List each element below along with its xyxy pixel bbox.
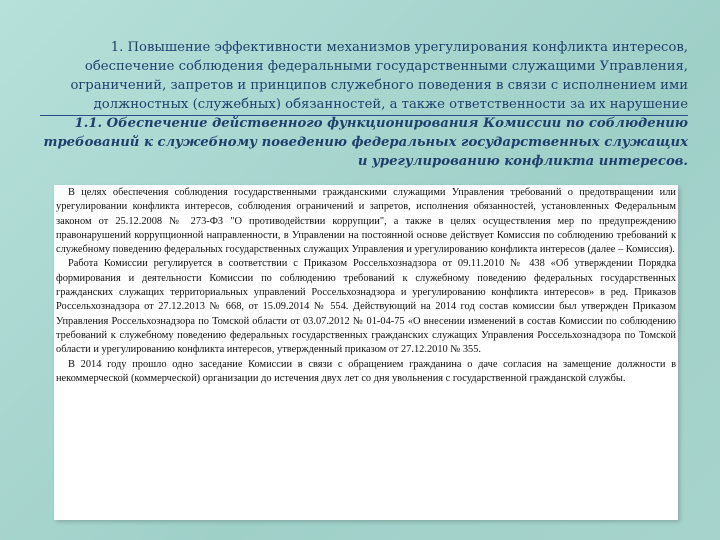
body-paragraph-3: В 2014 году прошло одно заседание Комиссии в связи с обращением гражданина о даче согласия на замещение должности в некоммерческой (коммерческой) организации до истечения двух лет со дня увольнения с государственной гражданской службы. [56, 358, 676, 384]
heading-title: 1. Повышение эффективности механизмов урегулирования конфликта интересов, обеспечение соблюдения федеральными государственными служащими Управления, ограничений, запретов и принципов служебного поведения в связи с исполнением ими должностных (служебных) обязанностей, а также ответственности за их нарушение [70, 40, 688, 112]
slide-subheading [40, 114, 688, 171]
heading-subtitle: 1.1. Обеспечение действенного функционирования Комиссии по соблюдению требований к служебному поведению федеральных государственных служащих и урегулированию конфликта интересов. [43, 116, 688, 169]
slide-heading [40, 38, 688, 114]
body-paragraph-1: В целях обеспечения соблюдения государственными гражданскими служащими Управления требований о предотвращении или урегулировании конфликта интересов, соблюдения ограничений и запретов, исполнения обязанностей, установленных Федеральным законом от 25.12.2008 № 273-ФЗ "О противодействии коррупции", а также в целях осуществления мер по предупреждению правонарушений коррупционной направленности, в Управлении на постоянной основе действует Комиссия по соблюдению требований к служебному поведению федеральных государственных служащих Управления и урегулированию конфликта интересов (далее – Комиссия). [56, 187, 676, 256]
body-paragraph-2: Работа Комиссии регулируется в соответствии с Приказом Россельхознадзора от 09.11.2010 № 438 «Об утверждении Порядка формирования и деятельности Комиссии по соблюдению требований к служебному поведению федеральных государственных гражданских служащих территориальных управлений Россельхознадзора и урегулированию конфликта интересов» в ред. Приказов Россельхознадзора от 27.12.2013 № 668, от 15.09.2014 № 554. Действующий на 2014 год состав комиссии был утвержден Приказом Управления Россельхознадзора по Томской области от 03.07.2012 № 01-04-75 «О внесении изменений в состав Комиссии по соблюдению требований к служебному поведению федеральных государственных гражданских служащих Управления Россельхознадзора по Томской области и урегулированию конфликта интересов, утвержденный приказом от 27.12.2010 № 355. [56, 258, 676, 356]
text-body-box [54, 185, 678, 520]
